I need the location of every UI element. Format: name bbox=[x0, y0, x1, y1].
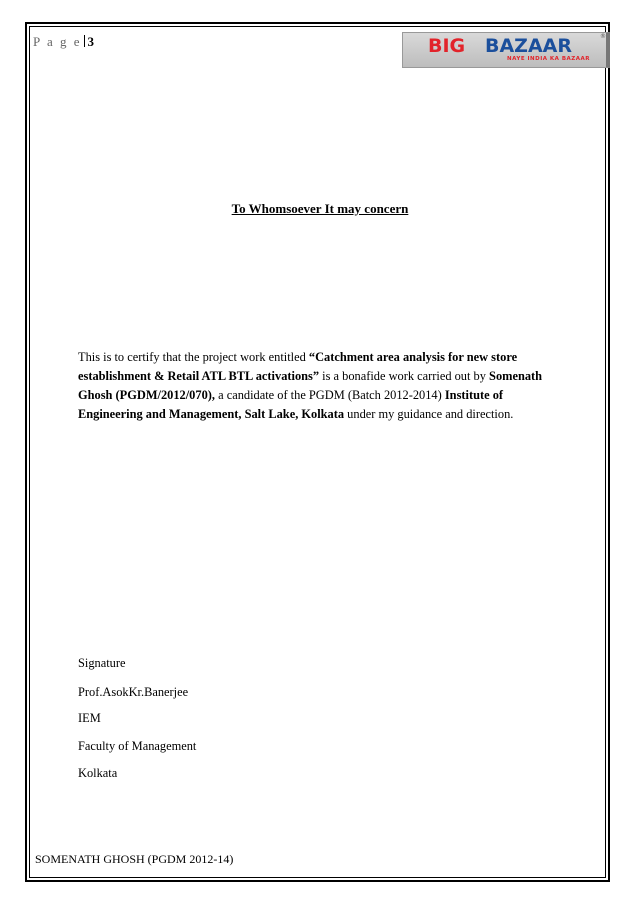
institute-name: Institute of Engineering and Management, Salt Lake, Kolkata bbox=[78, 388, 504, 421]
signatory-city: Kolkata bbox=[78, 766, 118, 780]
big-bazaar-logo bbox=[402, 32, 610, 68]
certificate-paragraph bbox=[78, 348, 548, 424]
page-separator bbox=[84, 35, 85, 47]
body-part-5: a candidate of the PGDM (Batch 2012-2014) bbox=[215, 388, 445, 402]
page-number-label bbox=[33, 34, 94, 50]
logo-big-text: BIG bbox=[428, 35, 466, 57]
logo-tagline: NAYE INDIA KA BAZAAR bbox=[507, 56, 591, 62]
candidate-name: Somenath Ghosh (PGDM/2012/070), bbox=[78, 369, 543, 402]
body-part-1: This is to certify that the project work entitled bbox=[78, 350, 309, 364]
page-footer: SOMENATH GHOSH (PGDM 2012-14) bbox=[35, 852, 234, 866]
page-prefix: P a g e bbox=[33, 34, 82, 49]
body-part-3: is a bonafide work carried out by bbox=[319, 369, 490, 383]
logo-bazaar-text: BAZAAR bbox=[485, 35, 573, 57]
title-text: To Whomsoever It may concern bbox=[231, 201, 409, 216]
signature-label: Signature bbox=[78, 656, 126, 670]
signatory-org: IEM bbox=[78, 711, 101, 725]
certificate-body bbox=[78, 348, 548, 424]
body-part-7: under my guidance and direction. bbox=[344, 407, 514, 421]
signatory-faculty: Faculty of Management bbox=[78, 739, 197, 753]
registered-icon: ® bbox=[600, 33, 606, 40]
document-title bbox=[0, 201, 638, 217]
page-number: 3 bbox=[87, 34, 95, 49]
signatory-name: Prof.AsokKr.Banerjee bbox=[78, 685, 189, 699]
project-title: “Catchment area analysis for new store establishment & Retail ATL BTL activations” bbox=[78, 350, 518, 383]
